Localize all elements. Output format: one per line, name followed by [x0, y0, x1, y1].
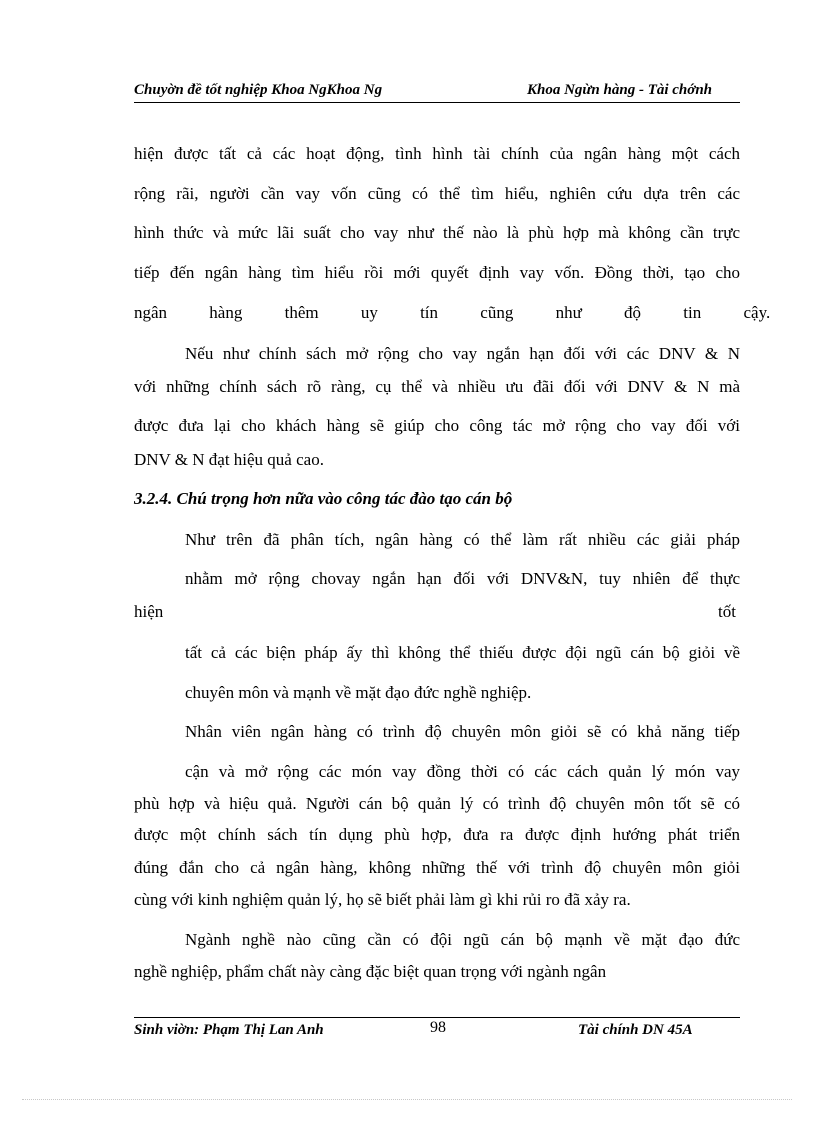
body-line: Như trên đã phân tích, ngân hàng có thể làm rất nhiều các giải pháp: [185, 530, 740, 549]
header-left-title: Chuyờn đề tốt nghiệp Khoa NgKhoa Ng: [134, 82, 383, 98]
body-line: rộng rãi, người cần vay vốn cũng có thể tìm hiểu, nghiên cứu dựa trên các: [134, 184, 740, 203]
body-line: nghề nghiệp, phẩm chất này càng đặc biệt quan trọng với ngành ngân: [134, 962, 607, 981]
footer-rule: [134, 1017, 740, 1018]
body-line: hình thức và mức lãi suất cho vay như thế nào là phù hợp mà không cần trực: [134, 223, 740, 242]
body-line: tiếp đến ngân hàng tìm hiểu rồi mới quyết định vay vốn. Đồng thời, tạo cho: [134, 263, 740, 282]
body-line: nhằm mở rộng chovay ngắn hạn đối với DNV&N, tuy nhiên để thực: [185, 569, 740, 588]
body-line: cùng với kinh nghiệm quản lý, họ sẽ biết phải làm gì khi rủi ro đã xảy ra.: [134, 890, 631, 909]
page-edge-divider: [22, 1099, 792, 1100]
page-number: 98: [430, 1019, 446, 1036]
header-right-title: Khoa Ngừn hàng - Tài chớnh: [527, 82, 713, 98]
body-line: với những chính sách rõ ràng, cụ thể và nhiều ưu đãi đối với DNV & N mà: [134, 377, 740, 396]
body-line: hiện: [134, 602, 164, 621]
body-line: đúng đắn cho cả ngân hàng, không những thế với trình độ chuyên môn giỏi: [134, 858, 740, 877]
body-line: Nhân viên ngân hàng có trình độ chuyên môn giỏi sẽ có khả năng tiếp: [185, 722, 740, 741]
body-line: hiện được tất cả các hoạt động, tình hình tài chính của ngân hàng một cách: [134, 144, 740, 163]
body-line: tốt: [718, 602, 736, 621]
header-rule: [134, 102, 740, 103]
body-line: phù hợp và hiệu quả. Người cán bộ quản lý có trình độ chuyên môn tốt sẽ có: [134, 794, 740, 813]
body-line: ngân hàng thêm uy tín cũng như độ tin cậy.: [134, 303, 771, 322]
section-heading: 3.2.4. Chú trọng hơn nữa vào công tác đào tạo cán bộ: [134, 489, 513, 508]
footer-class: Tài chính DN 45A: [578, 1022, 693, 1038]
body-line: DNV & N đạt hiệu quả cao.: [134, 450, 324, 469]
body-line: được đưa lại cho khách hàng sẽ giúp cho công tác mở rộng cho vay đối với: [134, 416, 740, 435]
body-line: Nếu như chính sách mở rộng cho vay ngắn hạn đối với các DNV & N: [185, 344, 740, 363]
body-line: chuyên môn và mạnh về mặt đạo đức nghề nghiệp.: [185, 683, 532, 702]
body-line: Ngành nghề nào cũng cần có đội ngũ cán bộ mạnh về mặt đạo đức: [185, 930, 740, 949]
body-line: tất cả các biện pháp ấy thì không thể thiếu được đội ngũ cán bộ giỏi về: [185, 643, 740, 662]
body-line: được một chính sách tín dụng phù hợp, đưa ra được định hướng phát triển: [134, 825, 740, 844]
footer-student-name: Sinh viờn: Phạm Thị Lan Anh: [134, 1022, 324, 1038]
body-line: cận và mở rộng các món vay đồng thời có các cách quản lý món vay: [185, 762, 740, 781]
